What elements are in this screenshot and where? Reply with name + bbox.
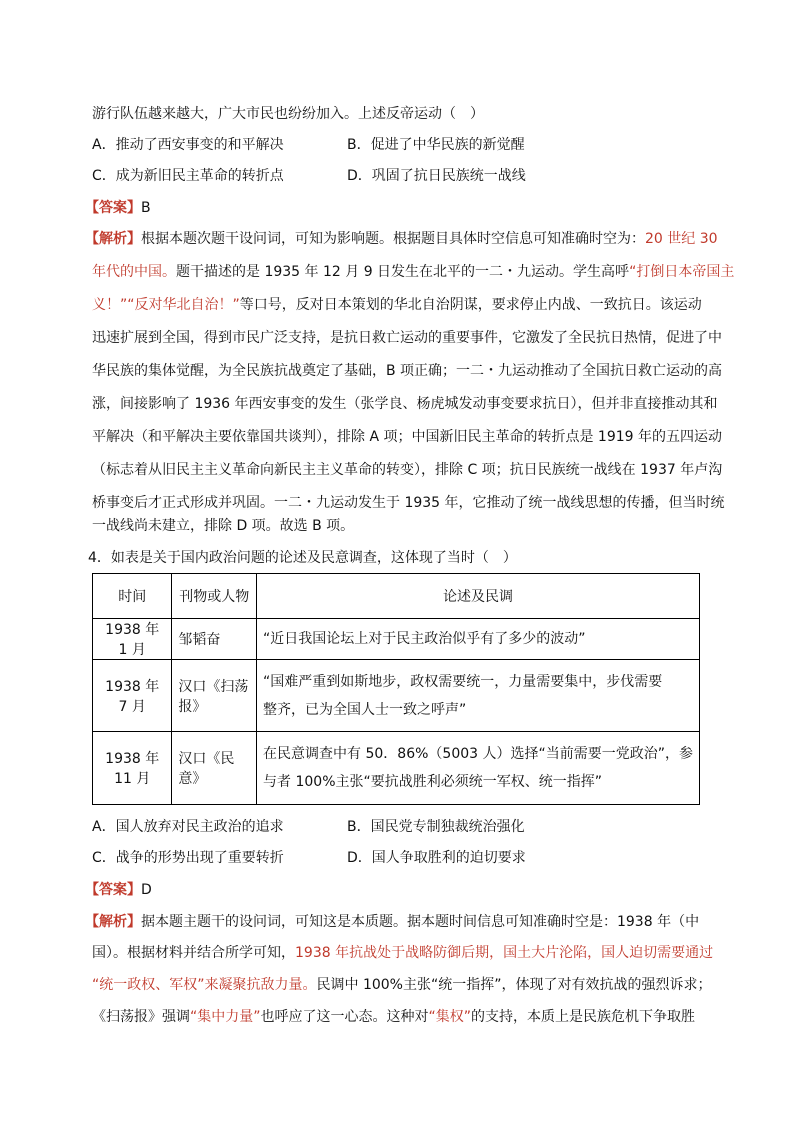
cell-source: 汉口《扫荡报》 [172, 660, 257, 732]
table-row [93, 619, 700, 660]
q3-option-b: B．促进了中华民族的新觉醒 [347, 137, 525, 153]
analysis-tag: 【解析】 [85, 914, 141, 930]
q4-analysis-line-2: 国）。根据材料并结合所学可知，1938 年抗战处于战略防御后期，国土大片沦陷，国人迫切需要通过 [92, 945, 714, 961]
q4-analysis-line-4: 《扫荡报》强调“集中力量”也呼应了这一心态。这种对“集权”的支持，本质上是民族危机下争取胜 [92, 1009, 696, 1025]
header-source: 刊物或人物 [172, 574, 257, 619]
q4-stem: 4．如表是关于国内政治问题的论述及民意调查，这体现了当时（ ） [88, 550, 517, 566]
q4-option-d: D．国人争取胜利的迫切要求 [347, 850, 526, 866]
answer-tag: 【答案】 [85, 882, 141, 898]
q3-answer [85, 198, 151, 218]
table-row [93, 660, 700, 732]
q4-analysis-line-1: 【解析】据本题主题干的设问词，可知这是本质题。据本题时间信息可知准确时空是：1938 年（中 [85, 914, 700, 930]
q3-analysis-line-8: （标志着从旧民主主义革命向新民主主义革命的转变），排除 C 项；抗日民族统一战线在 1937 年卢沟 [92, 462, 723, 478]
q3-analysis-line-2: 年代的中国。题干描述的是 1935 年 12 月 9 日发生在北平的一二・九运动。学生高呼“打倒日本帝国主 [92, 264, 735, 280]
q3-analysis-line-9: 桥事变后才正式形成并巩固。一二・九运动发生于 1935 年，它推动了统一战线思想的传播，但当时统 [92, 495, 725, 511]
q4-option-c: C．战争的形势出现了重要转折 [92, 850, 284, 866]
q3-option-a: A．推动了西安事变的和平解决 [92, 137, 284, 153]
q3-analysis-line-1: 【解析】根据本题次题干设问词，可知为影响题。根据题目具体时空信息可知准确时空为：20 世纪 30 [85, 231, 718, 247]
cell-time: 1938 年 1 月 [93, 619, 172, 660]
cell-time: 1938 年 11 月 [93, 732, 172, 805]
analysis-tag: 【解析】 [85, 231, 141, 247]
survey-table [92, 573, 700, 805]
answer-value: D [141, 882, 152, 898]
q3-analysis-line-10: 一战线尚未建立，排除 D 项。故选 B 项。 [92, 518, 355, 534]
q3-analysis-line-5: 华民族的集体觉醒，为全民族抗战奠定了基础，B 项正确；一二・九运动推动了全国抗日救亡运动的高 [92, 363, 723, 379]
answer-tag: 【答案】 [85, 200, 141, 216]
header-content: 论述及民调 [257, 574, 700, 619]
q3-analysis-line-6: 涨，间接影响了 1936 年西安事变的发生（张学良、杨虎城发动事变要求抗日），但并非直接推动其和 [92, 396, 718, 412]
header-time: 时间 [93, 574, 172, 619]
q4-option-b: B．国民党专制独裁统治强化 [347, 819, 525, 835]
q3-analysis-line-4: 迅速扩展到全国，得到市民广泛支持，是抗日救亡运动的重要事件，它激发了全民抗日热情，促进了中 [92, 330, 722, 346]
q3-analysis-line-3: 义！”“反对华北自治！”等口号，反对日本策划的华北自治阴谋，要求停止内战、一致抗日。该运动 [92, 297, 702, 313]
q3-option-d: D．巩固了抗日民族统一战线 [347, 168, 526, 184]
q4-analysis-line-3: “统一政权、军权”来凝聚抗敌力量。民调中 100%主张“统一指挥”，体现了对有效抗战的强烈诉求； [92, 977, 712, 993]
answer-value: B [141, 200, 151, 216]
cell-content: 在民意调查中有 50．86%（5003 人）选择“当前需要一党政治”，参 与者 100%主张“要抗战胜利必须统一军权、统一指挥” [257, 732, 700, 805]
table-row [93, 732, 700, 805]
cell-source: 汉口《民意》 [172, 732, 257, 805]
table-header-row [93, 574, 700, 619]
cell-source: 邹韬奋 [172, 619, 257, 660]
cell-content: “近日我国论坛上对于民主政治似乎有了多少的波动” [257, 619, 700, 660]
q3-option-c: C．成为新旧民主革命的转折点 [92, 168, 284, 184]
q3-analysis-line-7: 平解决（和平解决主要依靠国共谈判），排除 A 项；中国新旧民主革命的转折点是 1919 年的五四运动 [92, 429, 723, 445]
cell-content: “国难严重到如斯地步，政权需要统一，力量需要集中，步伐需要 整齐，已为全国人士一致之呼声” [257, 660, 700, 732]
cell-time: 1938 年 7 月 [93, 660, 172, 732]
q4-answer [85, 880, 152, 900]
q3-stem-tail: 游行队伍越来越大，广大市民也纷纷加入。上述反帝运动（ ） [92, 106, 484, 122]
q4-option-a: A．国人放弃对民主政治的追求 [92, 819, 284, 835]
